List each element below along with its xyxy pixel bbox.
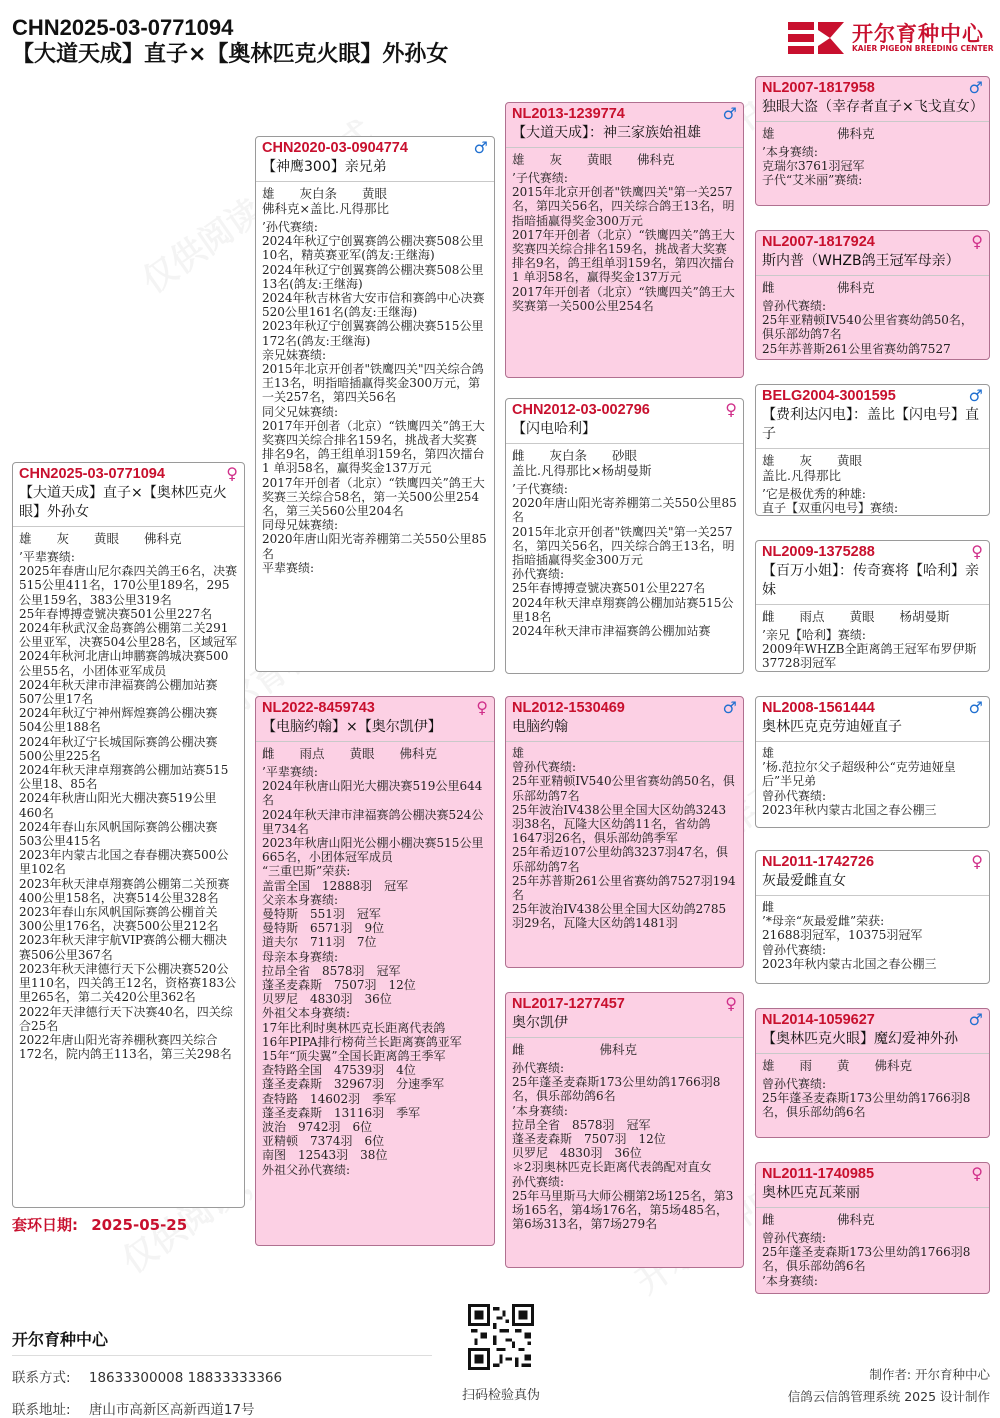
race-record: ’亲兄【哈利】赛绩: 2009年WHZB全距离鸽王冠军布罗伊斯37728羽冠军 [762, 628, 977, 671]
logo-chinese-text: 开尔育种中心 [852, 22, 984, 46]
female-symbol-icon: ♀ [971, 542, 983, 561]
pedigree-card-dds[interactable] [755, 1008, 990, 1138]
page-title [12, 14, 492, 68]
pedigree-card-dam-dam[interactable] [505, 992, 744, 1268]
male-symbol-icon: ♂ [968, 78, 983, 97]
ring-number: NL2013-1239774 [512, 106, 625, 122]
ring-number: CHN2012-03-002796 [512, 402, 650, 418]
phone-value: 18633300008 18833333366 [88, 1370, 283, 1386]
pigeon-name: 【电脑约翰】×【奥尔凯伊】 [256, 717, 494, 742]
female-symbol-icon: ♀ [971, 232, 983, 251]
pigeon-attributes: 雌 灰白条 砂眼 盖比.凡得那比×杨胡曼斯 [512, 448, 652, 478]
race-record: 雌 ’*母亲“灰最爱雌”荣获: 21688羽冠军，10375羽冠军 曾孙代赛绩: 2023年秋内蒙古北国之春公棚三 [762, 900, 937, 971]
pedigree-card-ssd[interactable] [755, 230, 990, 360]
pedigree-card-sire-dam[interactable] [505, 398, 744, 674]
race-record: 孙代赛绩: 25年蓬圣麦森斯173公里幼鸽1766羽8名，俱乐部幼鸽6名 ’本身赛绩: 拉昂全省 8578羽 冠军 蓬圣麦森斯 7507羽 12位 贝罗尼 4830羽 36位 ＊2羽奥林匹克长距离代表鸽配对直女 孙代赛绩: 25年马里斯马大师公棚第2场125名，第3场165名，第4场176名，第5场485名，第6场313名，第7场279名 [512, 1061, 734, 1232]
female-symbol-icon: ♀ [476, 698, 488, 717]
race-record: ’子代赛绩: 2020年唐山阳光寄养棚第二关550公里85名 2015年北京开创者"铁鹰四关"第一关257名，第四关56名，四关综合鸽王13名，明指暗插赢得奖金300万元 孙代赛绩: 25年春博搏壹號决赛501公里227名 2024年秋天津卓翔赛鸽公棚加站赛515公里18名 2024年秋天津市津福赛鸽公棚加站赛 [512, 482, 737, 639]
title-ring-number: CHN2025-03-0771094 [12, 15, 234, 40]
pedigree-card-subject[interactable] [12, 462, 245, 1208]
pedigree-card-dam[interactable] [255, 696, 495, 1246]
female-symbol-icon: ♀ [971, 852, 983, 871]
race-record: ’平辈赛绩: 2025年春唐山尼尔森四关鸽王6名，决赛515公里411名，170公里189名，295公里159名，383公里319名 25年春博搏壹號决赛501公里227名 2024年秋武汉金岛赛鸽公棚第二关291公里亚军，决赛504公里28名，区域冠军 2024年秋河北唐山坤鹏赛鸽城决赛500公里55名，小团体亚军成员 2024年秋天津市津福赛鸽公棚加站赛507公里17名 2024年秋辽宁神州辉煌赛鸽公棚决赛504公里188名 2024年秋辽宁长城国际赛鸽公棚决赛500公里225名 2024年秋天津卓翔赛鸽公棚加站赛515公里18、85名 2024年秋唐山阳光大棚决赛519公里460名 2024年春山东风帆国际赛鸽公棚决赛503公里415名 2023年内蒙古北国之春春棚决赛500公里102名 2023年秋天津卓翔赛鸽公棚第二关预赛400公里158名，决赛514公里328名 2023年春山东风帆国际赛鸽公棚首关300公里176名，决赛500公里212名 2023年秋天津宇航VIP赛鸽公棚大棚决赛506公里367名 2023年秋天津德行天下公棚决赛520公里110名，四关鸽王12名，资格赛183公里265名，第二关420公里362名 2022年天津德行天下决赛40名，四关综合25名 2022年唐山阳光寄养棚秋赛四关综合172名，院内鸽王113名，第三关298名 [19, 550, 238, 1062]
maker-credit: 制作者: 开尔育种中心 [869, 1367, 990, 1382]
ring-number: NL2008-1561444 [762, 700, 875, 716]
address-value: 唐山市高新区高新西道17号 [88, 1402, 255, 1418]
qr-caption: 扫码检验真伪 [461, 1388, 540, 1403]
address-label: 联系地址: [12, 1402, 71, 1418]
race-record: 曾孙代赛绩: 25年蓬圣麦森斯173公里幼鸽1766羽8名，俱乐部幼鸽6名 [762, 1077, 971, 1120]
pigeon-attributes: 雌 雨点 黄眼 佛科克 [262, 746, 438, 761]
pigeon-name: 独眼大盗（幸存者直子×飞戈直女） [756, 97, 989, 122]
ring-date-value: 2025-05-25 [91, 1216, 188, 1234]
pedigree-card-ddd[interactable] [755, 1162, 990, 1294]
pigeon-name: 【闪电哈利】 [506, 419, 743, 444]
pigeon-name: 【奥林匹克火眼】魔幻爱神外孙 [756, 1029, 989, 1054]
pigeon-name: 电脑约翰 [506, 717, 743, 742]
footer-org-name: 开尔育种中心 [12, 1330, 109, 1349]
phone-label: 联系方式: [12, 1370, 71, 1386]
pigeon-attributes: 雌 佛科克 [762, 1212, 875, 1227]
race-record: 曾孙代赛绩: 25年蓬圣麦森斯173公里幼鸽1766羽8名，俱乐部幼鸽6名 ’本身赛绩: [762, 1231, 971, 1288]
brand-logo [786, 16, 996, 58]
ring-number: BELG2004-3001595 [762, 388, 896, 404]
pedigree-card-sire-sire[interactable] [505, 102, 744, 378]
ring-number: NL2007-1817924 [762, 234, 875, 250]
pigeon-name: 斯内普（WHZB鸽王冠军母亲） [756, 251, 989, 276]
pedigree-card-dsd[interactable] [755, 850, 990, 984]
female-symbol-icon: ♀ [971, 1164, 983, 1183]
race-record: ’孙代赛绩: 2024年秋辽宁创翼赛鸽公棚决赛508公里10名，精英赛亚军(鸽友:王继海) 2024年秋辽宁创翼赛鸽公棚决赛508公里13名(鸽友:王继海) 2024年秋吉林省大安市信和赛鸽中心决赛520公里161名(鸽友:王继海) 2023年秋辽宁创翼赛鸽公棚决赛515公里172名(鸽友:王继海) 亲兄妹赛绩: 2015年北京开创者"铁鹰四关"四关综合鸽王13名，明指暗插赢得奖金300万元，第一关257名，第四关56名 同父兄妹赛绩: 2017年开创者（北京）“铁鹰四关”鸽王大奖赛四关综合排名159名，挑战者大奖赛排名9名，鸽王组单羽159名，第四次擂台1 单羽58名，赢得奖金137万元 2017年开创者（北京）“铁鹰四关”鸽王大奖赛三关综合58名，第一关500公里254名，第三关560公里204名 同母兄妹赛绩: 2020年唐山阳光寄养棚第二关550公里85名 平辈赛绩: [262, 220, 487, 575]
title-pigeon-name: 【大道天成】直子×【奥林匹克火眼】外孙女 [12, 42, 449, 67]
ring-number: NL2022-8459743 [262, 700, 375, 716]
pigeon-name: 【费利达闪电】：盖比【闪电号】直子 [756, 405, 989, 449]
male-symbol-icon: ♂ [968, 386, 983, 405]
pedigree-card-sss[interactable] [755, 76, 990, 206]
female-symbol-icon: ♀ [725, 994, 737, 1013]
pigeon-attributes: 雌 佛科克 [762, 280, 875, 295]
ring-number: NL2011-1740985 [762, 1166, 875, 1182]
ring-date-label: 套环日期: [12, 1216, 78, 1234]
pigeon-name: 奥林匹克克劳迪娅直子 [756, 717, 989, 742]
ring-number: CHN2025-03-0771094 [19, 466, 165, 482]
pigeon-attributes: 雌 佛科克 [512, 1042, 638, 1057]
pedigree-card-dam-sire[interactable] [505, 696, 744, 968]
pedigree-card-dss[interactable] [755, 696, 990, 828]
pigeon-attributes: 雄 灰 黄眼 佛科克 [512, 152, 675, 167]
footer-credits [788, 1364, 990, 1408]
footer-phone-row [12, 1366, 432, 1386]
pigeon-attributes: 雌 雨点 黄眼 杨胡曼斯 [762, 609, 950, 624]
race-record: ’本身赛绩: 克瑞尔3761羽冠军 子代“艾米丽”赛绩: [762, 145, 865, 188]
ring-date [12, 1214, 187, 1235]
pigeon-attributes: 雄 雨 黄 佛科克 [762, 1058, 913, 1073]
pigeon-name: 【神鹰300】亲兄弟 [256, 157, 494, 182]
female-symbol-icon: ♀ [226, 464, 238, 483]
race-record: ’它是极优秀的种雄: 直子【双重闪电号】赛绩: [762, 487, 899, 516]
pigeon-name: 奥尔凯伊 [506, 1013, 743, 1038]
pigeon-attributes: 雄 灰 黄眼 佛科克 [19, 531, 182, 546]
male-symbol-icon: ♂ [722, 698, 737, 717]
pigeon-name: 【大道天成】直子×【奥林匹克火眼】外孙女 [13, 483, 244, 527]
kaier-logo-icon [786, 16, 846, 58]
ring-number: NL2009-1375288 [762, 544, 875, 560]
pedigree-card-sire[interactable] [255, 136, 495, 672]
footer-contact [12, 1327, 432, 1418]
footer-divider [12, 1355, 432, 1356]
race-record: ’平辈赛绩: 2024年秋唐山阳光大棚决赛519公里644名 2024年秋天津市津福赛鸽公棚决赛524公里734名 2023年秋唐山阳光公棚小棚决赛515公里665名，小团体冠军成员 “三重巴斯”荣获: 盖雷全国 12888羽 冠军 父亲本身赛绩: 曼特斯 551羽 冠军 曼特斯 6571羽 9位 道夫尔 711羽 7位 母亲本身赛绩: 拉昂全省 8578羽 冠军 蓬圣麦森斯 7507羽 12位 贝罗尼 4830羽 36位 外祖父本身赛绩: 17年比利时奥林匹克长距离代表鸽 16年PIPA排行榜荷兰长距离赛鸽亚军 15年“顶尖翼”全国长距离鸽王季军 查特路全国 47539羽 4位 蓬圣麦森斯 32967羽 分速季军 查特路 14602羽 季军 蓬圣麦森斯 13116羽 季军 波治 9742羽 6位 亚精顿 7374羽 6位 南图 12543羽 38位 外祖父孙代赛绩: [262, 765, 484, 1177]
pedigree-card-sdd[interactable] [755, 540, 990, 672]
ring-number: NL2017-1277457 [512, 996, 625, 1012]
ring-number: NL2011-1742726 [762, 854, 875, 870]
male-symbol-icon: ♂ [968, 698, 983, 717]
ring-number: NL2007-1817958 [762, 80, 875, 96]
qr-code-icon[interactable] [468, 1304, 534, 1370]
female-symbol-icon: ♀ [725, 400, 737, 419]
system-credit: 信鸽云信鸽管理系统 2025 设计制作 [787, 1389, 990, 1404]
footer-address-row [12, 1398, 432, 1418]
pigeon-name: 奥林匹克瓦莱丽 [756, 1183, 989, 1208]
pigeon-attributes: 雄 灰白条 黄眼 佛科克×盖比.凡得那比 [262, 186, 389, 216]
pigeon-name: 灰最爱雌直女 [756, 871, 989, 896]
race-record: 雄 曾孙代赛绩: 25年亚精顿IV540公里省赛幼鸽50名，俱乐部幼鸽7名 25年波治IV438公里全国大区幼鸽3243羽38名，瓦隆大区幼鸽11名，省幼鸽1647羽26名，俱乐部幼鸽季军 25年希迈107公里幼鸽3237羽47名，俱乐部幼鸽7名 25年苏普斯261公里省赛幼鸽7527羽194名 25年波治IV438公里全国大区幼鸽2785羽29名，瓦隆大区幼鸽1481羽 [512, 746, 736, 931]
pigeon-name: 【百万小姐】：传奇赛将【哈利】亲妹 [756, 561, 989, 605]
pigeon-name: 【大道天成】：神三家族始祖雄 [506, 123, 743, 148]
race-record: 雄 ’杨.范拉尔父子超级种公“克劳迪娅皇后”半兄弟 曾孙代赛绩: 2023年秋内蒙古北国之春公棚三 [762, 746, 956, 817]
pigeon-attributes: 雄 灰 黄眼 盖比.凡得那比 [762, 453, 863, 483]
race-record: 曾孙代赛绩: 25年亚精顿IV540公里省赛幼鸽50名，俱乐部幼鸽7名 25年苏普斯261公里省赛幼鸽7527 [762, 299, 973, 356]
male-symbol-icon: ♂ [722, 104, 737, 123]
race-record: ’子代赛绩: 2015年北京开创者"铁鹰四关"第一关257名，第四关56名，四关综合鸽王13名，明指暗插赢得奖金300万元 2017年开创者（北京）“铁鹰四关”鸽王大奖赛四关综合排名159名，挑战者大奖赛排名9名，鸽王组单羽159名，第四次擂台1 单羽58名，赢得奖金137万元 2017年开创者（北京）“铁鹰四关”鸽王大奖赛第一关500公里254名 [512, 171, 735, 313]
pedigree-card-sds[interactable] [755, 384, 990, 516]
ring-number: NL2014-1059627 [762, 1012, 875, 1028]
male-symbol-icon: ♂ [968, 1010, 983, 1029]
logo-english-text: KAIER PIGEON BREEDING CENTER [852, 44, 994, 53]
ring-number: CHN2020-03-0904774 [262, 140, 408, 156]
pigeon-attributes: 雄 佛科克 [762, 126, 875, 141]
male-symbol-icon: ♂ [473, 138, 488, 157]
ring-number: NL2012-1530469 [512, 700, 625, 716]
